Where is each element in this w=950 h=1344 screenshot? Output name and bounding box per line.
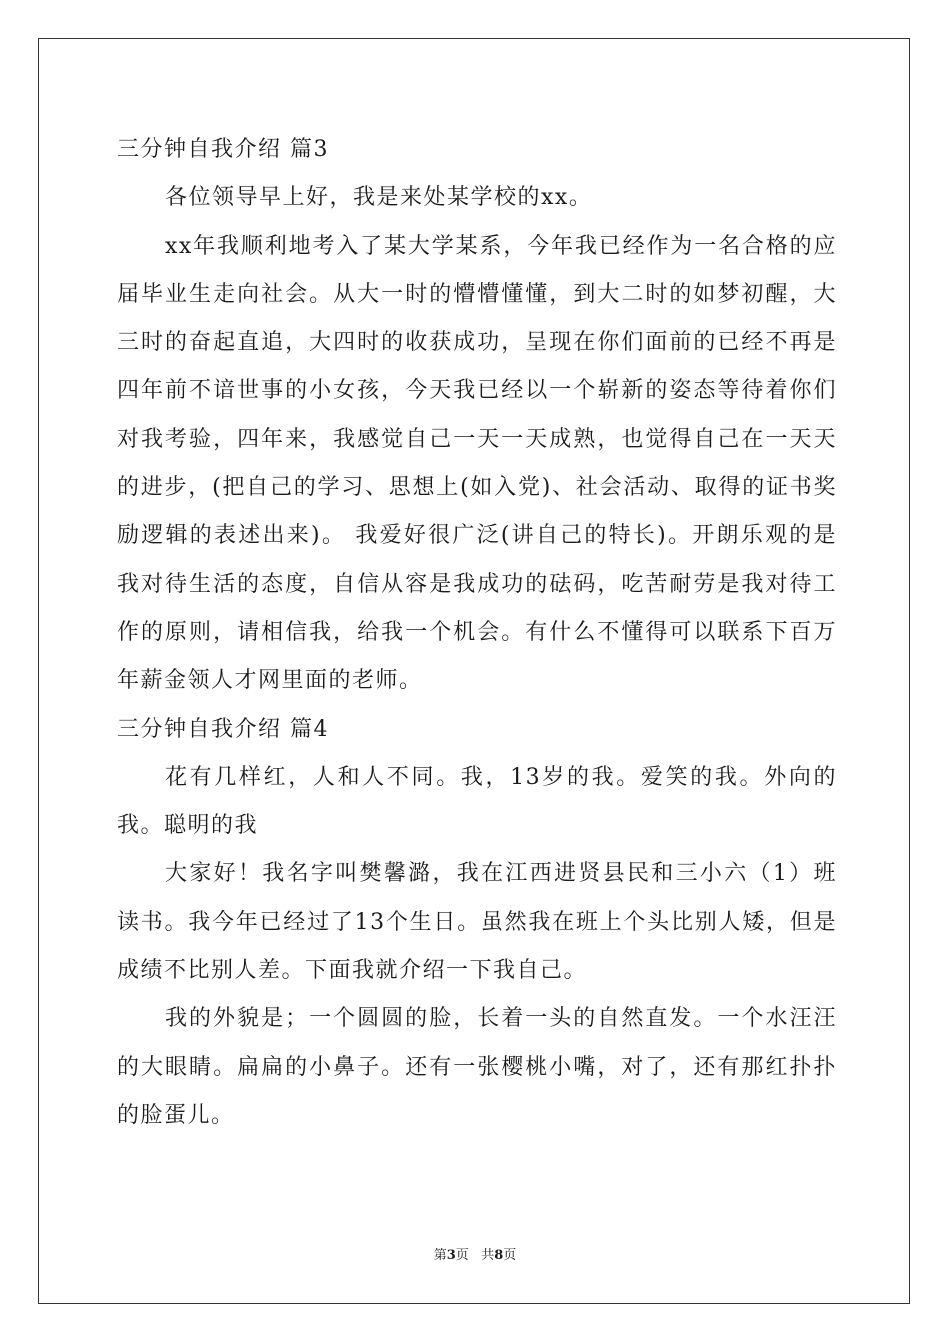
document-body xyxy=(117,126,837,1140)
paragraph: 我的外貌是；一个圆圆的脸，长着一头的自然直发。一个水汪汪的大眼睛。扁扁的小鼻子。还有一张樱桃小嘴，对了，还有那红扑扑的脸蛋儿。 xyxy=(117,1006,837,1128)
total-pages: 8 xyxy=(494,1248,504,1263)
section-heading: 三分钟自我介绍 篇4 xyxy=(117,716,329,742)
section-heading: 三分钟自我介绍 篇3 xyxy=(117,137,329,162)
paragraph: 各位领导早上好，我是来处某学校的xx。 xyxy=(165,185,593,211)
page-number: 3 xyxy=(446,1248,456,1263)
paragraph: 花有几样红，人和人不同。我，13岁的我。爱笑的我。外向的我。聪明的我 xyxy=(117,764,837,839)
page-footer xyxy=(0,1247,950,1265)
page-suffix: 页 xyxy=(455,1248,469,1263)
paragraph: 大家好！我名字叫樊馨潞，我在江西进贤县民和三小六（1）班读书。我今年已经过了13个生日。虽然我在班上个头比别人矮，但是成绩不比别人差。下面我就介绍一下我自己。 xyxy=(117,861,837,984)
paragraph: xx年我顺利地考入了某大学某系，今年我已经作为一名合格的应届毕业生走向社会。从大一时的懵懵懂懂，到大二时的如梦初醒，大三时的奋起直追，大四时的收获成功，呈现在你们面前的已经不再是四年前不谙世事的小女孩，今天我已经以一个崭新的姿态等待着你们对我考验，四年来，我感觉自己一天一天成熟，也觉得自己在一天天的进步，(把自己的学习、思想上(如入党)、社会活动、取得的证书奖励逻辑的表述出来)。 我爱好很广泛(讲自己的特长)。开朗乐观的是我对待生活的态度，自信从容是我成功的砝码，吃苦耐劳是我对待工作的原则，请相信我，给我一个机会。有什么不懂得可以联系下百万年薪金领人才网里面的老师。 xyxy=(117,233,837,694)
page-prefix: 第 xyxy=(433,1248,447,1263)
total-prefix: 共 xyxy=(481,1248,495,1263)
total-suffix: 页 xyxy=(503,1248,517,1263)
